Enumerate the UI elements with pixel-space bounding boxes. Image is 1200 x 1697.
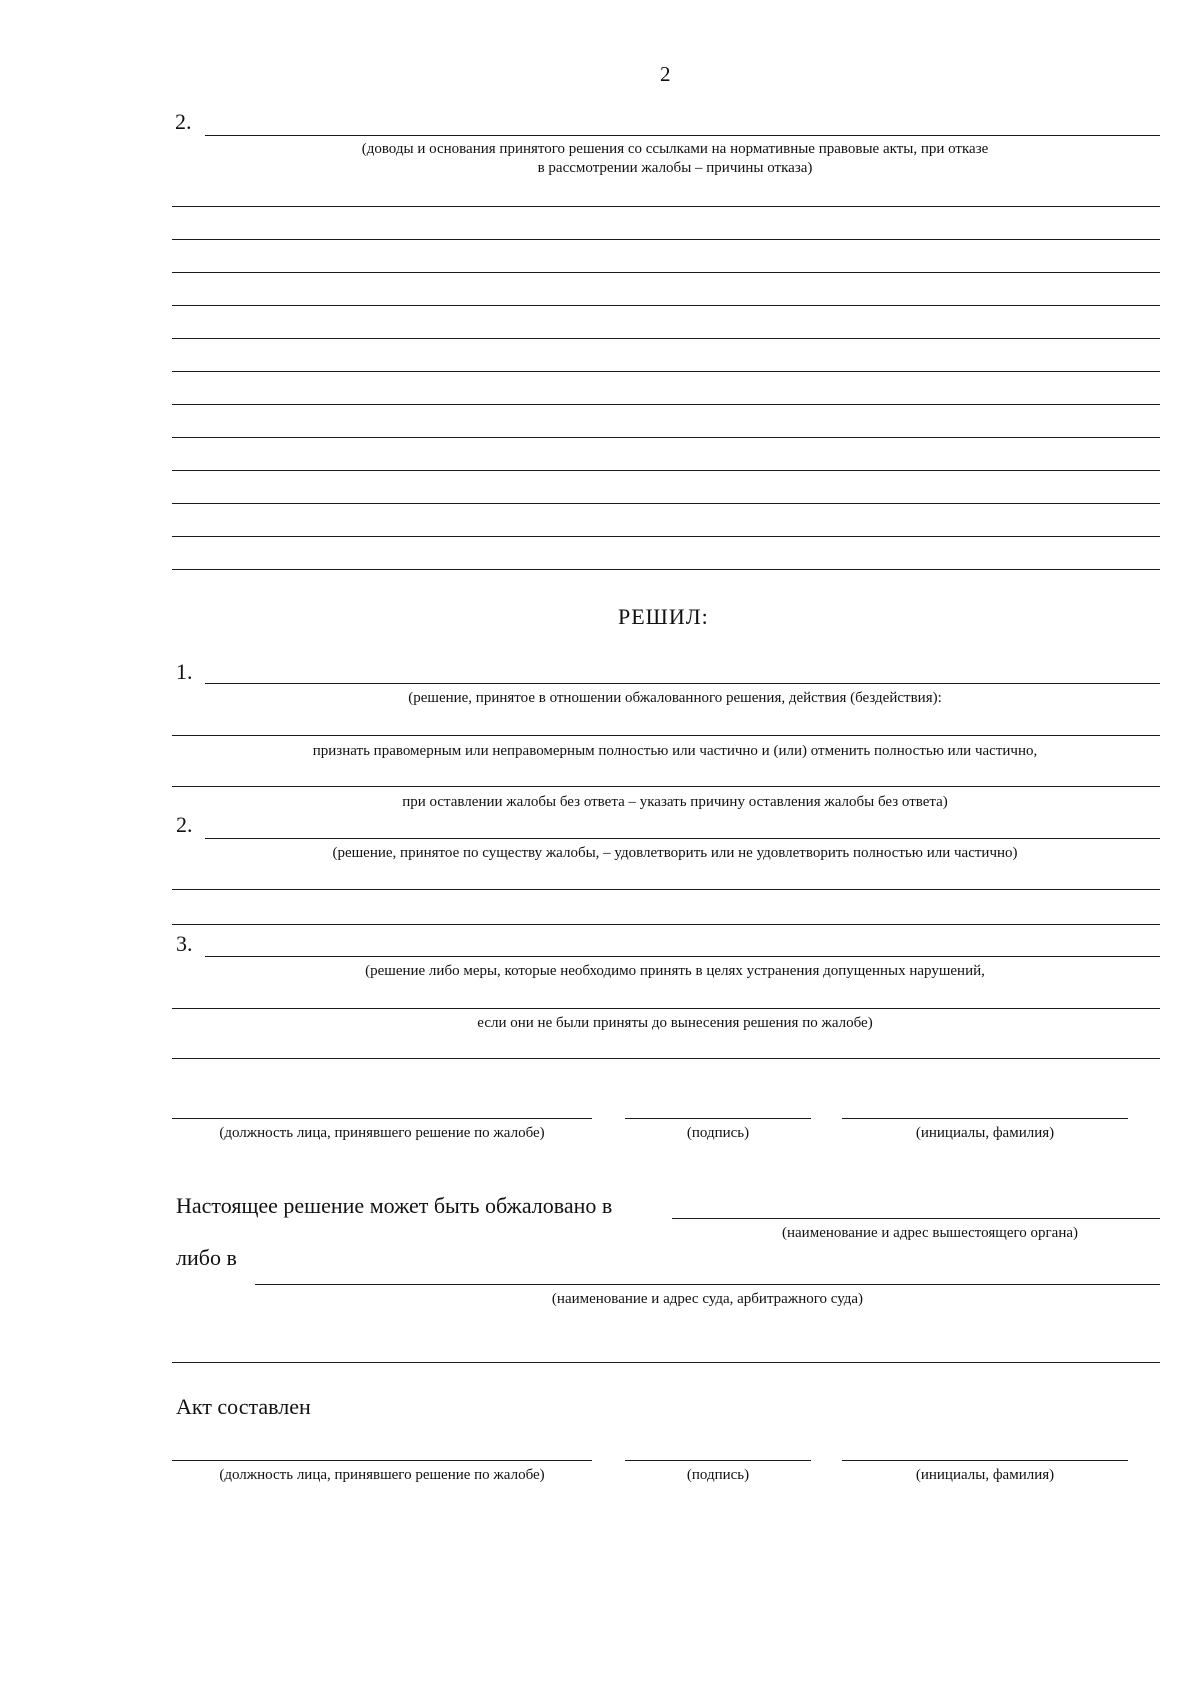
blank-line[interactable] [172, 305, 1160, 306]
item1-number: 1. [176, 659, 193, 684]
sig1-name-caption: (инициалы, фамилия) [915, 1125, 1055, 1141]
blank-line[interactable] [172, 569, 1160, 570]
item2-number: 2. [176, 812, 193, 837]
item3-field-line-3[interactable] [172, 1058, 1160, 1059]
appeal-higher-body-caption: (наименование и адрес вышестоящего органа) [782, 1225, 1078, 1241]
sig2-name-caption: (инициалы, фамилия) [915, 1467, 1055, 1483]
decision-heading: РЕШИЛ: [618, 604, 709, 629]
blank-line[interactable] [172, 206, 1160, 207]
sig2-signature-caption: (подпись) [686, 1467, 750, 1483]
sig2-signature-line[interactable] [625, 1460, 811, 1461]
appeal-extra-line[interactable] [172, 1362, 1160, 1363]
item3-number: 3. [176, 931, 193, 956]
section-top-field-line[interactable] [205, 135, 1160, 136]
item2-field-line[interactable] [205, 838, 1160, 839]
sig2-position-caption: (должность лица, принявшего решение по жалобе) [219, 1467, 545, 1483]
sig2-name-line[interactable] [842, 1460, 1128, 1461]
appeal-court-caption: (наименование и адрес суда, арбитражного суда) [551, 1291, 864, 1307]
item2-field-line-2[interactable] [172, 889, 1160, 890]
item2-field-line-3[interactable] [172, 924, 1160, 925]
blank-line[interactable] [172, 437, 1160, 438]
item1-field-line-2[interactable] [172, 735, 1160, 736]
item1-caption1: (решение, принятое в отношении обжалованного решения, действия (бездействия): [408, 690, 942, 706]
sig1-signature-line[interactable] [625, 1118, 811, 1119]
item1-field-line-3[interactable] [172, 786, 1160, 787]
blank-line[interactable] [172, 404, 1160, 405]
blank-line[interactable] [172, 371, 1160, 372]
appeal-text: Настоящее решение может быть обжаловано в [176, 1193, 613, 1218]
item1-caption2: признать правомерным или неправомерным полностью или частично и (или) отменить полностью или частично, [312, 743, 1038, 759]
item1-caption3: при оставлении жалобы без ответа – указать причину оставления жалобы без ответа) [402, 794, 948, 810]
blank-line[interactable] [172, 536, 1160, 537]
item3-field-line[interactable] [205, 956, 1160, 957]
appeal-court-line[interactable] [255, 1284, 1160, 1285]
sig1-position-caption: (должность лица, принявшего решение по жалобе) [219, 1125, 545, 1141]
item1-field-line[interactable] [205, 683, 1160, 684]
sig2-position-line[interactable] [172, 1460, 592, 1461]
item3-caption2: если они не были приняты до вынесения решения по жалобе) [477, 1015, 873, 1031]
blank-line[interactable] [172, 470, 1160, 471]
blank-line[interactable] [172, 239, 1160, 240]
blank-line[interactable] [172, 338, 1160, 339]
act-text: Акт составлен [176, 1394, 311, 1419]
page-number: 2 [660, 62, 671, 86]
sig1-signature-caption: (подпись) [686, 1125, 750, 1141]
section-top-caption-line2: в рассмотрении жалобы – причины отказа) [537, 160, 813, 176]
item3-caption1: (решение либо меры, которые необходимо принять в целях устранения допущенных нарушений, [365, 963, 985, 979]
appeal-higher-body-line[interactable] [672, 1218, 1160, 1219]
sig1-name-line[interactable] [842, 1118, 1128, 1119]
blank-line[interactable] [172, 503, 1160, 504]
section-top-number: 2. [175, 109, 192, 134]
blank-line[interactable] [172, 272, 1160, 273]
sig1-position-line[interactable] [172, 1118, 592, 1119]
item2-caption: (решение, принятое по существу жалобы, – удовлетворить или не удовлетворить полностью или частично) [332, 845, 1018, 861]
appeal-or-text: либо в [176, 1245, 237, 1270]
item3-field-line-2[interactable] [172, 1008, 1160, 1009]
section-top-caption-line1: (доводы и основания принятого решения со ссылками на нормативные правовые акты, при отказе [361, 141, 989, 157]
